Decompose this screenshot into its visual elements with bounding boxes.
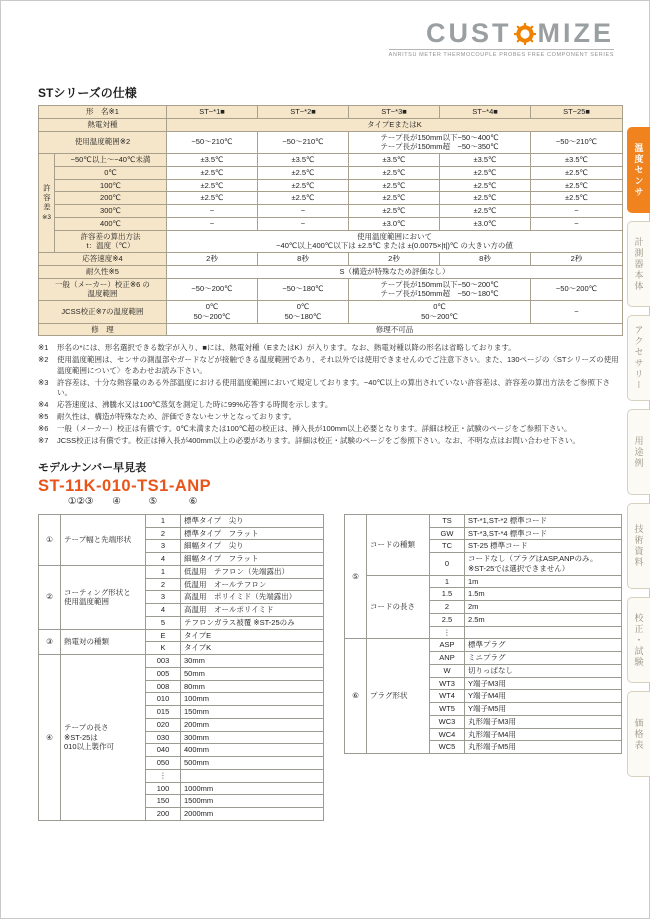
option-code: 1 [146, 565, 181, 578]
model-table-row [345, 514, 622, 527]
footnote-text: 応答速度は、沸騰水又は100℃蒸気を測定した時に99%応答する時間を示します。 [57, 399, 333, 409]
model-segment-text: - [131, 477, 138, 496]
spec-cell: ±2.5℃ [349, 166, 440, 179]
option-description [181, 769, 324, 782]
model-segment-text: - [168, 477, 175, 496]
cell-line: 0℃ [205, 302, 219, 311]
spec-cell [349, 301, 531, 324]
spec-cell: − [258, 205, 349, 218]
model-segment [102, 478, 131, 507]
footnote-mark: ※5 [38, 412, 49, 421]
section-number-badge: ③ [39, 629, 61, 655]
row-sublabel: 100℃ [55, 179, 167, 192]
brand-text-right: MIZE [537, 18, 614, 48]
section-label: コードの長さ [367, 575, 430, 639]
option-code: 003 [146, 655, 181, 668]
footnote-mark: ※2 [38, 355, 49, 365]
footnotes [38, 343, 622, 446]
spec-header-st2: ST−*2■ [258, 106, 349, 119]
option-code: 200 [146, 808, 181, 821]
sidebar-tab-applications[interactable]: 用途例 [627, 409, 650, 495]
footnote-text: 形名の*には、形名選択できる数字が入り、■には、熱電対種（EまたはK）が入ります。なお、熱電対種以降の形名は省略しております。 [57, 343, 516, 353]
model-table-row [39, 629, 324, 642]
option-code: WC3 [430, 715, 465, 728]
spec-cell: ±2.5℃ [440, 192, 531, 205]
model-number-example [38, 478, 622, 507]
footnote [38, 400, 622, 410]
model-segment-text: 11K [65, 477, 97, 496]
option-description: 細幅タイプ フラット [181, 553, 324, 566]
spec-table [38, 105, 623, 336]
option-code: ANP [430, 652, 465, 665]
section-label: コーティング形状と 使用温度範囲 [61, 565, 146, 629]
section-label: プラグ形状 [367, 639, 430, 754]
spec-cell: − [167, 217, 258, 230]
option-description: 低温用 テフロン（先端露出） [181, 565, 324, 578]
option-description: 高温用 ポリイミド（先端露出） [181, 591, 324, 604]
option-code: 150 [146, 795, 181, 808]
row-label: 使用温度範囲※2 [39, 131, 167, 154]
sidebar-tab-price-list[interactable]: 価格表 [627, 691, 650, 777]
option-code: WC5 [430, 741, 465, 754]
spec-cell: ±2.5℃ [167, 179, 258, 192]
tolerance-group-label [39, 154, 55, 253]
row-sublabel: 300℃ [55, 205, 167, 218]
option-description: 150mm [181, 706, 324, 719]
model-table-row [39, 514, 324, 527]
model-options-table-right [344, 514, 622, 754]
option-code: WT3 [430, 677, 465, 690]
spec-cell [349, 131, 531, 154]
spec-cell: ±2.5℃ [167, 166, 258, 179]
option-description: タイプE [181, 629, 324, 642]
option-description: 500mm [181, 757, 324, 770]
footnote-mark: ※6 [38, 424, 49, 434]
spec-cell: ±3.5℃ [440, 154, 531, 167]
option-code: 030 [146, 731, 181, 744]
spec-cell: ±2.5℃ [531, 192, 623, 205]
row-sublabel: −50℃以上～−40℃未満 [55, 154, 167, 167]
cell-line: 50～180℃ [284, 311, 322, 321]
footnote-mark: ※3 [38, 377, 49, 387]
row-label: 熱電対種 [39, 118, 167, 131]
footnote-mark: ※1 [38, 343, 49, 353]
row-label [39, 278, 167, 301]
row-label: JCSS校正※7の温度範囲 [39, 301, 167, 324]
option-description: 1500mm [181, 795, 324, 808]
model-table-row [39, 655, 324, 668]
cell-line: テープ長が150mm以下−50～400℃ [380, 132, 499, 142]
footnote-text: 許容差は、十分な熱容量のある外部温度における使用温度範囲において規定しております。−40℃以上の算出されていない許容差は、許容差の算出方法をご参照下さい。 [57, 377, 611, 397]
option-code: ASP [430, 639, 465, 652]
cell-line: 0℃ [433, 302, 446, 311]
option-description: 30mm [181, 655, 324, 668]
spec-cell: ±3.5℃ [531, 154, 623, 167]
model-segment-text: ST- [38, 477, 66, 496]
option-description: テフロンガラス被覆 ※ST-25のみ [181, 616, 324, 629]
spec-row-tolerance-calc [39, 230, 623, 253]
spec-row-repair [39, 323, 623, 336]
spec-cell [349, 278, 531, 301]
footnote-text: 使用温度範囲は、センサの測温部やガードなどが接触できる温度範囲であり、それ以外では使用できませんのでご注意下さい。また、130ページの〈STシリーズの使用温度範囲について〉をあわせお読み下さい。 [57, 355, 619, 375]
option-code: 2 [430, 601, 465, 614]
spec-cell: タイプEまたはK [167, 118, 623, 131]
spec-cell: ±2.5℃ [440, 205, 531, 218]
spec-cell: 修理不可品 [167, 323, 623, 336]
option-description: 1m [465, 575, 622, 588]
model-table-row [39, 565, 324, 578]
option-description: コードなし（プラグはASP,ANPのみ。 ※ST-25では選択できません） [465, 553, 622, 576]
spec-row-durability [39, 265, 623, 278]
option-description: 標準タイプ フラット [181, 527, 324, 540]
main-content [38, 84, 622, 821]
spec-cell: 2秒 [531, 253, 623, 266]
spec-row-calibration [39, 278, 623, 301]
spec-cell: 8秒 [258, 253, 349, 266]
option-code: 100 [146, 782, 181, 795]
brand-logo [389, 20, 614, 58]
option-code: 3 [146, 591, 181, 604]
spec-cell: −50～210℃ [258, 131, 349, 154]
cell-line: −40℃以上400℃以下は ±2.5℃ または ±(0.0075×|t|)℃ の大きい方の値 [276, 241, 513, 251]
option-code: WT4 [430, 690, 465, 703]
option-code: 005 [146, 667, 181, 680]
spec-cell: ±2.5℃ [167, 192, 258, 205]
spec-cell: ±2.5℃ [440, 179, 531, 192]
spec-cell: 2秒 [349, 253, 440, 266]
spec-cell: ±3.5℃ [258, 154, 349, 167]
model-number-section-title: モデルナンバー早見表 [38, 462, 147, 475]
option-description: 2.5m [465, 613, 622, 626]
option-code: 2 [146, 578, 181, 591]
spec-cell: −50～210℃ [167, 131, 258, 154]
spec-row-tolerance-6 [39, 217, 623, 230]
model-segment [38, 478, 65, 507]
option-description: 2m [465, 601, 622, 614]
option-description: 切りっぱなし [465, 664, 622, 677]
option-code: 020 [146, 718, 181, 731]
option-description: ST-25 標準コード [465, 540, 622, 553]
option-description: 80mm [181, 680, 324, 693]
brand-text-left: CUST [426, 18, 512, 48]
section-label: テープ幅と先端形状 [61, 514, 146, 565]
footnote [38, 355, 622, 375]
footnote-mark: ※4 [38, 399, 49, 409]
spec-cell: ±2.5℃ [258, 179, 349, 192]
option-code: 4 [146, 553, 181, 566]
option-description: ST-*1,ST-*2 標準コード [465, 514, 622, 527]
model-segment-text: - [96, 477, 103, 496]
option-code: 040 [146, 744, 181, 757]
option-code: TC [430, 540, 465, 553]
cell-line: 50～200℃ [193, 311, 231, 321]
cell-line: 0℃ [296, 302, 310, 311]
option-description: ミニプラグ [465, 652, 622, 665]
option-description: Y端子M3用 [465, 677, 622, 690]
sidebar-tab-technical-data[interactable]: 技術資料 [627, 503, 650, 589]
spec-row-temp-range [39, 131, 623, 154]
option-code: ⋮ [430, 626, 465, 639]
option-description: 丸形端子M4用 [465, 728, 622, 741]
option-description: 標準タイプ 尖り [181, 514, 324, 527]
option-code: 010 [146, 693, 181, 706]
option-code: TS [430, 514, 465, 527]
option-description: Y端子M4用 [465, 690, 622, 703]
spec-cell: ±2.5℃ [440, 166, 531, 179]
cell-line: テープ長が150mm超 −50～180℃ [380, 289, 499, 299]
spec-row-tolerance-4 [39, 192, 623, 205]
spec-cell [167, 301, 258, 324]
option-description: 200mm [181, 718, 324, 731]
gear-o-icon [514, 23, 536, 45]
brand-subtitle: ANRITSU METER THERMOCOUPLE PROBES FREE COMPONENT SERIES [389, 49, 614, 58]
footnote [38, 436, 622, 446]
sidebar-tab-calibration-test[interactable]: 校正・試験 [627, 597, 650, 683]
option-code: 015 [146, 706, 181, 719]
option-code: 1 [430, 575, 465, 588]
spec-header-row [39, 106, 623, 119]
sidebar-tab-instrument-body[interactable]: 計測器本体 [627, 221, 650, 307]
model-segment-marker: ⑥ [188, 495, 198, 507]
option-code: 5 [146, 616, 181, 629]
footnote-text: 耐久性は、構造が特殊なため、評価できないセンサとなっております。 [57, 412, 297, 421]
option-description: 100mm [181, 693, 324, 706]
row-sublabel: 200℃ [55, 192, 167, 205]
model-option-tables [38, 514, 622, 821]
option-description: 50mm [181, 667, 324, 680]
option-code: WT5 [430, 703, 465, 716]
sidebar-tab-accessory[interactable]: アクセサリー [627, 315, 650, 401]
spec-header-st1: ST−*1■ [167, 106, 258, 119]
option-description: ST-*3,ST-*4 標準コード [465, 527, 622, 540]
option-code: E [146, 629, 181, 642]
option-code: 050 [146, 757, 181, 770]
spec-cell: ±3.5℃ [349, 154, 440, 167]
row-label: 修 理 [39, 323, 167, 336]
row-sublabel: 0℃ [55, 166, 167, 179]
section-number-badge: ① [39, 514, 61, 565]
option-code: 008 [146, 680, 181, 693]
model-options-table-left [38, 514, 324, 821]
option-code: ⋮ [146, 769, 181, 782]
spec-section-title: STシリーズの仕様 [38, 86, 137, 100]
spec-cell: − [531, 217, 623, 230]
cell-line: 許容差 [42, 183, 52, 213]
model-segment-marker: ④ [112, 495, 121, 507]
section-label: コードの種類 [367, 514, 430, 575]
footnote-text: JCSS校正は有償です。校正は挿入長が400mm以上の必要があります。詳細は校正・試験のページをご参照下さい。なお、不明な点はお問い合わせ下さい。 [57, 436, 580, 446]
spec-cell: ±3.5℃ [167, 154, 258, 167]
footnote [38, 424, 622, 434]
spec-cell: 2秒 [167, 253, 258, 266]
option-code: K [146, 642, 181, 655]
model-segment-text: TS1 [137, 477, 169, 496]
cell-line: 温度範囲 [87, 289, 118, 299]
spec-cell: ±2.5℃ [531, 179, 623, 192]
option-code: GW [430, 527, 465, 540]
option-description: 低温用 オールテフロン [181, 578, 324, 591]
spec-cell: − [167, 205, 258, 218]
section-number-badge: ⑤ [345, 514, 367, 639]
spec-row-tolerance-5 [39, 205, 623, 218]
section-label: テープの長さ ※ST-25は 010以上製作可 [61, 655, 146, 821]
row-sublabel: 400℃ [55, 217, 167, 230]
spec-cell: ±2.5℃ [349, 205, 440, 218]
spec-row-tolerance-1 [39, 154, 623, 167]
spec-cell: ±2.5℃ [349, 179, 440, 192]
section-number-badge: ④ [39, 655, 61, 821]
brand-wordmark [389, 20, 614, 47]
option-code: 2 [146, 527, 181, 540]
option-description: 400mm [181, 744, 324, 757]
spec-row-thermocouple [39, 118, 623, 131]
cell-line: ※3 [41, 214, 52, 222]
cell-line: 一般（メーカー）校正※6 の [55, 279, 150, 289]
spec-row-response [39, 253, 623, 266]
option-code: WC4 [430, 728, 465, 741]
row-sublabel [55, 230, 167, 253]
spec-cell: −50～210℃ [531, 131, 623, 154]
spec-cell: ±3.0℃ [349, 217, 440, 230]
spec-cell: −50～180℃ [258, 278, 349, 301]
spec-cell: 8秒 [440, 253, 531, 266]
option-code: 3 [146, 540, 181, 553]
spec-header-st3: ST−*3■ [349, 106, 440, 119]
spec-header-st25: ST−25■ [531, 106, 623, 119]
spec-cell: − [531, 205, 623, 218]
section-label: 熱電対の種類 [61, 629, 146, 655]
footnote-mark: ※7 [38, 436, 49, 446]
spec-cell: −50～200℃ [531, 278, 623, 301]
sidebar-tab-temperature-sensor[interactable]: 温度センサ [627, 127, 650, 213]
option-description: タイプK [181, 642, 324, 655]
spec-row-jcss [39, 301, 623, 324]
spec-cell: ±2.5℃ [258, 192, 349, 205]
option-description: 標準プラグ [465, 639, 622, 652]
option-description: 300mm [181, 731, 324, 744]
cell-line: テープ長が150mm超 −50～350℃ [380, 142, 499, 152]
footnote [38, 412, 622, 422]
option-description: 丸形端子M3用 [465, 715, 622, 728]
spec-cell: ±3.0℃ [440, 217, 531, 230]
cell-line: t：温度（℃） [86, 241, 135, 251]
option-code: 2.5 [430, 613, 465, 626]
spec-header-model-name: 形 名※1 [39, 106, 167, 119]
model-segment-text: 010 [102, 477, 132, 496]
section-number-badge: ⑥ [345, 639, 367, 754]
model-segment [137, 478, 169, 507]
option-description: 丸形端子M5用 [465, 741, 622, 754]
option-description: Y端子M5用 [465, 703, 622, 716]
option-description: 1000mm [181, 782, 324, 795]
option-description: 2000mm [181, 808, 324, 821]
model-table-row [345, 575, 622, 588]
option-description [465, 626, 622, 639]
model-segment-marker: ①②③ [67, 495, 94, 507]
model-segment-text: ANP [174, 477, 212, 496]
option-description: 高温用 オールポリイミド [181, 604, 324, 617]
spec-cell [258, 301, 349, 324]
row-label: 耐久性※5 [39, 265, 167, 278]
spec-cell: −50～200℃ [167, 278, 258, 301]
spec-row-tolerance-2 [39, 166, 623, 179]
spec-cell [167, 230, 623, 253]
spec-header-st4: ST−*4■ [440, 106, 531, 119]
spec-cell: ±2.5℃ [531, 166, 623, 179]
section-number-badge: ② [39, 565, 61, 629]
option-description: 細幅タイプ 尖り [181, 540, 324, 553]
cell-line: テープ長が150mm以下−50～200℃ [380, 279, 499, 289]
model-segment [65, 478, 96, 507]
footnote-text: 一般（メーカー）校正は有償です。0℃未満または100℃超の校正は、挿入長が100mm以上必要となります。詳細は校正・試験のページをご参照下さい。 [57, 424, 572, 434]
model-segment-marker: ⑤ [148, 495, 158, 507]
cell-line: 許容差の算出方法 [80, 231, 141, 241]
option-code: 1.5 [430, 588, 465, 601]
spec-row-tolerance-3 [39, 179, 623, 192]
option-description: 1.5m [465, 588, 622, 601]
footnote [38, 343, 622, 353]
spec-cell: − [258, 217, 349, 230]
row-label: 応答速度※4 [39, 253, 167, 266]
option-code: 4 [146, 604, 181, 617]
option-code: W [430, 664, 465, 677]
cell-line: 使用温度範囲において [357, 231, 432, 241]
spec-cell: − [531, 301, 623, 324]
model-table-row [345, 639, 622, 652]
spec-cell: ±2.5℃ [258, 166, 349, 179]
cell-line: 50～200℃ [421, 311, 458, 321]
option-code: 0 [430, 553, 465, 576]
spec-cell: S（構造が特殊なため評価なし） [167, 265, 623, 278]
footnote [38, 378, 622, 398]
spec-cell: ±2.5℃ [349, 192, 440, 205]
option-code: 1 [146, 514, 181, 527]
model-segment [175, 478, 211, 507]
section-tab-strip [627, 127, 650, 777]
